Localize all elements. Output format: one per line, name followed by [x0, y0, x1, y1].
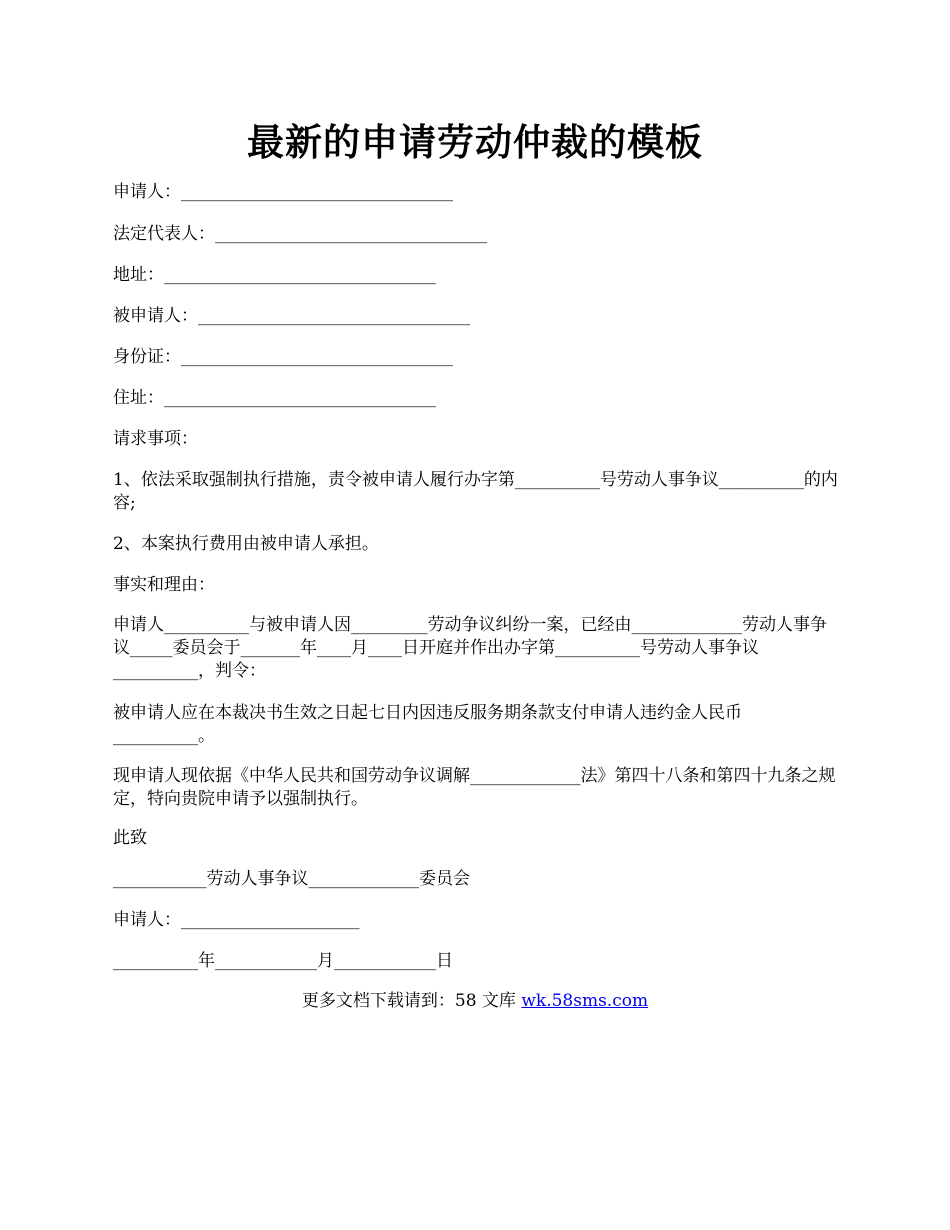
claim-item-1: 1、依法采取强制执行措施，责令被申请人履行办字第__________号劳动人事争议__________的内容;: [113, 470, 838, 513]
salutation: 此致: [113, 828, 147, 848]
residence-line: 住址：________________________________: [113, 388, 436, 408]
footer-link[interactable]: wk.58sms.com: [521, 991, 649, 1011]
document-title: 最新的申请劳动仲裁的模板: [247, 120, 703, 164]
claim-item-2: 2、本案执行费用由被申请人承担。: [113, 534, 379, 554]
address-line: 地址：________________________________: [113, 265, 436, 285]
respondent-line: 被申请人：________________________________: [113, 306, 470, 326]
signature-applicant-line: 申请人：_____________________: [113, 910, 360, 930]
footer: [0, 990, 950, 1013]
date-line: __________年____________月____________日: [113, 951, 453, 971]
ruling-paragraph: 被申请人应在本裁决书生效之日起七日内因违反服务期条款支付申请人违约金人民币__________。: [113, 703, 742, 746]
facts-paragraph: 申请人__________与被申请人因_________劳动争议纠纷一案，已经由_____________劳动人事争议_____委员会于_______年____月____日开庭并作出办字第__________号劳动人事争议__________，判令：: [113, 615, 827, 681]
footer-text: 更多文档下载请到：58 文库: [301, 991, 522, 1011]
legal-basis-paragraph: 现申请人现依据《中华人民共和国劳动争议调解_____________法》第四十八条和第四十九条之规定，特向贵院申请予以强制执行。: [113, 766, 836, 809]
facts-heading: 事实和理由：: [113, 575, 215, 595]
addressee-line: ___________劳动人事争议_____________委员会: [113, 869, 470, 889]
applicant-line: 申请人：________________________________: [113, 182, 453, 202]
claims-heading: 请求事项：: [113, 429, 198, 449]
legal-representative-line: 法定代表人：________________________________: [113, 224, 487, 244]
id-card-line: 身份证：________________________________: [113, 347, 453, 367]
